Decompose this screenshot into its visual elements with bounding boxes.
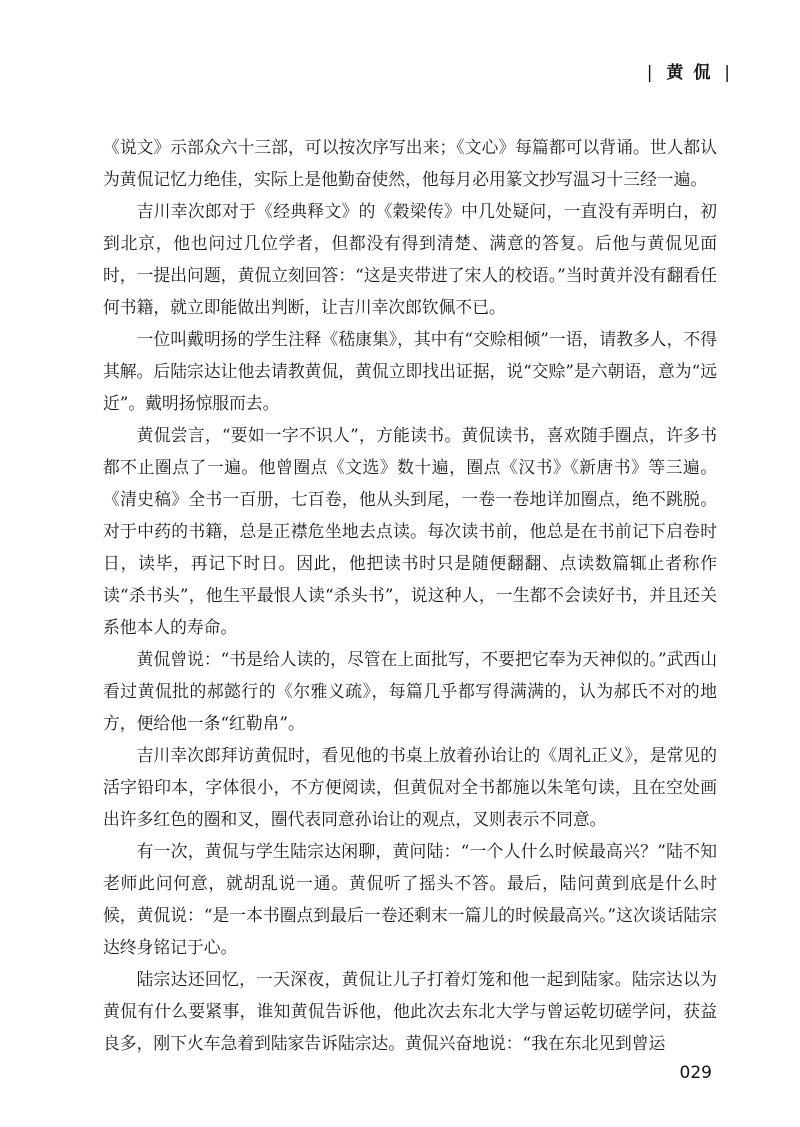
page-number: 029 bbox=[679, 1063, 712, 1083]
paragraph-7: 有一次，黄侃与学生陆宗达闲聊，黄问陆：“一个人什么时候最高兴？”陆不知老师此问何意，就胡乱说一通。黄侃听了摇头不答。最后，陆问黄到底是什么时候，黄侃说：“是一本书圈点到最后一卷还剩末一篇儿的时候最高兴。”这次谈话陆宗达终身铭记于心。 bbox=[103, 841, 717, 957]
running-header bbox=[643, 58, 736, 83]
paragraph-2: 吉川幸次郎对于《经典释文》的《穀梁传》中几处疑问，一直没有弄明白，初到北京，他也问过几位学者，但都没有得到清楚、满意的答复。后他与黄侃见面时，一提出问题，黄侃立刻回答：“这是夹带进了宋人的校语。”当时黄并没有翻看任何书籍，就立即能做出判断，让吉川幸次郎钦佩不已。 bbox=[103, 201, 717, 317]
paragraph-6: 吉川幸次郎拜访黄侃时，看见他的书桌上放着孙诒让的《周礼正义》，是常见的活字铅印本，字体很小，不方便阅读，但黄侃对全书都施以朱笔句读，且在空处画出许多红色的圈和叉，圈代表同意孙诒让的观点，叉则表示不同意。 bbox=[103, 745, 717, 829]
header-title: 黄 侃 bbox=[666, 63, 713, 83]
paragraph-4: 黄侃尝言，“要如一字不识人”，方能读书。黄侃读书，喜欢随手圈点，许多书都不止圈点了一遍。他曾圈点《文选》数十遍，圈点《汉书》《新唐书》等三遍。《清史稿》全书一百册，七百卷，他从头到尾，一卷一卷地详加圈点，绝不跳脱。对于中药的书籍，总是正襟危坐地去点读。每次读书前，他总是在书前记下启卷时日，读毕，再记下时日。因此，他把读书时只是随便翻翻、点读数篇辄止者称作读“杀书头”，他生平最恨人读“杀头书”，说这种人，一生都不会读好书，并且还关系他本人的寿命。 bbox=[103, 425, 717, 637]
header-left-bar: | bbox=[646, 63, 655, 83]
paragraph-8: 陆宗达还回忆，一天深夜，黄侃让儿子打着灯笼和他一起到陆家。陆宗达以为黄侃有什么要紧事，谁知黄侃告诉他，他此次去东北大学与曾运乾切磋学问，获益良多，刚下火车急着到陆家告诉陆宗达。黄侃兴奋地说：“我在东北见到曾运 bbox=[103, 969, 717, 1053]
paragraph-3: 一位叫戴明扬的学生注释《嵇康集》，其中有“交赊相倾”一语，请教多人，不得其解。后陆宗达让他去请教黄侃，黄侃立即找出证据，说“交赊”是六朝语，意为“远近”。戴明扬惊服而去。 bbox=[103, 329, 717, 413]
header-right-bar: | bbox=[724, 63, 732, 83]
paragraph-5: 黄侃曾说：“书是给人读的，尽管在上面批写，不要把它奉为天神似的。”武西山看过黄侃批的郝懿行的《尔雅义疏》，每篇几乎都写得满满的，认为郝氏不对的地方，便给他一条“红勒帛”。 bbox=[103, 649, 717, 733]
body-text bbox=[103, 131, 717, 1059]
paragraph-1: 《说文》示部众六十三部，可以按次序写出来；《文心》每篇都可以背诵。世人都认为黄侃记忆力绝佳，实际上是他勤奋使然，他每月必用篆文抄写温习十三经一遍。 bbox=[103, 137, 717, 189]
